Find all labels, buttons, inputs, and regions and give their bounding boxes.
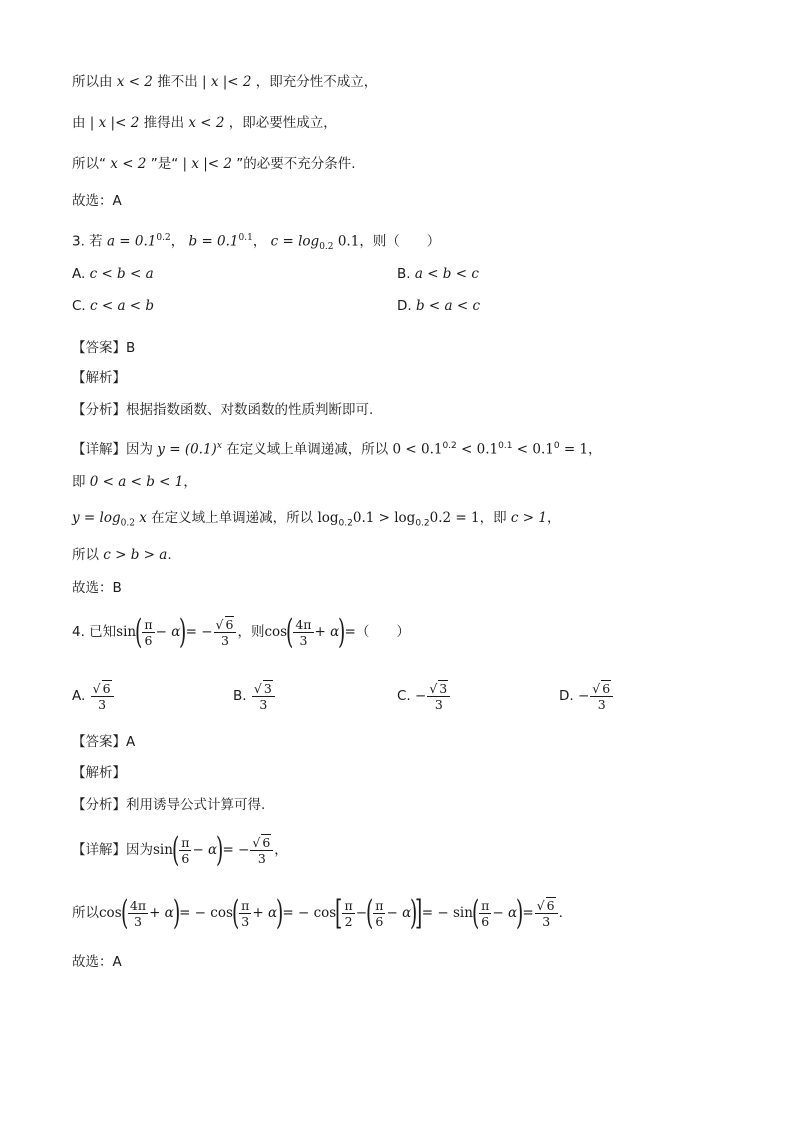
option-c xyxy=(72,296,154,316)
denominator: 3 xyxy=(241,913,250,929)
exponent: 0.2 xyxy=(156,233,171,243)
fraction xyxy=(293,617,313,648)
numerator: π xyxy=(181,834,190,850)
math: sin xyxy=(116,624,137,640)
radicand: 6 xyxy=(102,681,111,696)
radicand: 6 xyxy=(225,617,234,632)
numerator: π xyxy=(144,616,153,632)
math: c > b > a xyxy=(103,547,168,563)
math: y = (0.1) xyxy=(157,441,217,458)
math: | x |< 2 xyxy=(202,74,252,90)
radicand: 3 xyxy=(263,681,272,696)
text: 在定义域上单调递减，所以 xyxy=(151,510,314,526)
option-text: c < b < a xyxy=(89,266,154,282)
numerator: π xyxy=(375,897,384,913)
radicand: 6 xyxy=(602,681,611,696)
text: 推得出 xyxy=(143,115,185,131)
math: 0.1 > log xyxy=(352,510,416,526)
analysis-head-q3: 【解析】 xyxy=(72,370,126,386)
option-d xyxy=(397,296,480,316)
option-b xyxy=(397,264,479,284)
paren-left: ( xyxy=(120,893,128,933)
math: x < 2 xyxy=(188,115,225,131)
denominator: 6 xyxy=(144,632,153,648)
math: − α xyxy=(386,905,412,921)
subscript: 0.2 xyxy=(319,242,334,253)
exponent: 0.1 xyxy=(238,233,253,243)
math: = − cos xyxy=(179,905,233,921)
text: ， xyxy=(170,233,185,250)
paren-left: ( xyxy=(471,893,480,933)
text: 在定义域上单调递减，所以 xyxy=(226,441,389,458)
derivation-q4 xyxy=(72,893,563,933)
text: 推不出 xyxy=(157,74,198,90)
fraction xyxy=(128,898,148,929)
math: = − cos xyxy=(282,905,337,921)
math: cos xyxy=(99,905,122,921)
text: ，则 xyxy=(237,624,265,640)
numerator: √ 3 xyxy=(252,680,275,697)
option-label: B. xyxy=(397,266,411,282)
math: | x |< 2 xyxy=(182,156,232,172)
option-label: D. xyxy=(397,298,412,314)
fraction xyxy=(373,898,385,929)
paren-right: ) xyxy=(172,893,181,933)
fraction xyxy=(479,898,491,929)
paren-right: ) xyxy=(410,893,418,933)
text: ，即 xyxy=(479,510,507,526)
fraction xyxy=(179,835,191,866)
option-a-q4 xyxy=(72,676,115,716)
math: = xyxy=(522,905,534,921)
text: ，即充分性不成立， xyxy=(255,74,378,90)
option-label: B. xyxy=(233,688,247,704)
numerator: 4π xyxy=(129,897,147,913)
paren-right: ) xyxy=(276,893,284,933)
numerator: √ 6 xyxy=(250,834,273,851)
math: − xyxy=(415,688,427,704)
option-d-q4 xyxy=(559,676,614,716)
text: 所以“ xyxy=(72,156,106,172)
math: x < 2 xyxy=(110,156,147,172)
math: = xyxy=(344,624,356,640)
bracket-right: ] xyxy=(415,893,423,933)
fraction xyxy=(239,898,251,929)
line-so xyxy=(72,545,172,565)
text: ”的必要不充分条件. xyxy=(236,156,356,172)
math: + α xyxy=(314,624,340,640)
question-number: 3. 若 xyxy=(72,233,103,250)
text: ”是“ xyxy=(150,156,179,172)
text: ， xyxy=(546,510,561,526)
answer-q3: 【答案】B xyxy=(72,340,136,356)
line-conclusion xyxy=(72,154,356,174)
numerator: π xyxy=(344,897,353,913)
math: = − xyxy=(185,624,213,640)
option-b-q4 xyxy=(233,676,276,716)
math: x xyxy=(139,510,147,526)
denominator: 3 xyxy=(259,697,268,712)
option-a xyxy=(72,264,154,284)
paren-left: ( xyxy=(365,893,374,933)
choose-q3: 故选：B xyxy=(72,580,122,596)
subscript: 0.2 xyxy=(338,518,353,529)
fraction xyxy=(142,617,154,648)
math: − xyxy=(577,688,590,704)
math: < 0.1 xyxy=(512,441,554,458)
denominator: 3 xyxy=(98,697,107,712)
math: c > 1 xyxy=(510,510,547,526)
paren-left: ( xyxy=(135,612,143,652)
text: 所以 xyxy=(72,547,99,563)
line-necessity xyxy=(72,113,337,133)
math: x < 2 xyxy=(116,74,153,90)
option-text: c < a < b xyxy=(90,298,155,314)
text: 即 xyxy=(72,474,86,490)
detail-q3 xyxy=(72,436,602,460)
paren-right: ) xyxy=(216,830,224,870)
math: | x |< 2 xyxy=(89,115,140,131)
fraction xyxy=(252,680,275,712)
line-sufficiency xyxy=(72,72,377,92)
numerator: √ 6 xyxy=(535,897,558,914)
answer-q4: 【答案】A xyxy=(72,734,136,750)
denominator: 3 xyxy=(542,914,551,929)
text: . xyxy=(167,547,172,563)
paren-left: ( xyxy=(231,893,240,933)
paren-left: ( xyxy=(286,612,294,652)
denominator: 6 xyxy=(181,850,190,866)
exponent: x xyxy=(216,441,222,451)
math: = − xyxy=(222,842,250,858)
text: ，则（ ） xyxy=(359,233,441,250)
exponent: 0 xyxy=(553,441,560,451)
option-label: C. xyxy=(397,688,411,704)
subscript: 0.2 xyxy=(120,518,135,529)
fraction xyxy=(590,680,613,712)
option-c-q4 xyxy=(397,676,451,716)
detail-q4 xyxy=(72,830,288,870)
radicand: 6 xyxy=(262,835,271,850)
text: ， xyxy=(252,233,267,250)
math: log xyxy=(317,510,339,526)
radicand: 6 xyxy=(546,898,555,913)
paren-right: ) xyxy=(179,612,187,652)
denominator: 3 xyxy=(597,697,606,712)
denominator: 3 xyxy=(134,913,142,929)
denominator: 2 xyxy=(344,913,353,929)
option-text: b < a < c xyxy=(415,298,481,314)
numerator: √ 3 xyxy=(427,680,450,697)
fraction xyxy=(535,897,558,929)
option-label: A. xyxy=(72,688,86,704)
fraction xyxy=(427,680,450,712)
text: （ ） xyxy=(355,624,410,640)
choose-q4: 故选：A xyxy=(72,954,122,970)
math: a = 0.1 xyxy=(106,233,157,250)
paren-right: ) xyxy=(338,612,346,652)
math: + α xyxy=(149,905,174,921)
math: sin xyxy=(153,842,173,858)
numerator: π xyxy=(481,897,490,913)
numerator: √ 6 xyxy=(91,680,114,697)
analysis-head-q4: 【解析】 xyxy=(72,765,126,781)
text: 所以 xyxy=(72,905,99,921)
minus: − xyxy=(355,905,367,921)
text: ，即必要性成立， xyxy=(228,115,337,131)
math: < 0.1 xyxy=(456,441,499,458)
denominator: 3 xyxy=(257,851,266,866)
question-4-stem xyxy=(72,612,410,652)
math: = − sin xyxy=(421,905,473,921)
text: 【详解】因为 xyxy=(72,441,153,458)
math: 0.1 xyxy=(337,233,360,250)
numerator: √ 6 xyxy=(590,680,613,697)
paren-left: ( xyxy=(171,830,180,870)
option-label: A. xyxy=(72,266,86,282)
math: y = log xyxy=(72,510,121,526)
math: = 1 xyxy=(559,441,589,458)
exponent: 0.2 xyxy=(442,441,457,451)
numerator: √ 6 xyxy=(214,616,237,633)
math: − α xyxy=(192,842,218,858)
option-text: a < b < c xyxy=(414,266,479,282)
math: + α xyxy=(252,905,278,921)
analysis-q4: 【分析】利用诱导公式计算可得. xyxy=(72,797,266,813)
radicand: 3 xyxy=(439,681,448,696)
paren-right: ) xyxy=(516,893,524,933)
option-label: D. xyxy=(559,688,574,704)
denominator: 3 xyxy=(299,632,308,648)
text: . xyxy=(558,905,563,921)
math: − α xyxy=(492,905,518,921)
subscript: 0.2 xyxy=(415,518,430,529)
fraction xyxy=(214,616,237,648)
bracket-left: [ xyxy=(335,893,343,933)
math: c = log xyxy=(270,233,320,250)
fraction xyxy=(250,834,273,866)
text: ， xyxy=(588,441,602,458)
exponent: 0.1 xyxy=(498,441,513,451)
numerator: π xyxy=(241,897,250,913)
question-3-stem xyxy=(72,228,440,257)
text: 所以由 xyxy=(72,74,113,90)
math: 0 < 0.1 xyxy=(392,441,443,458)
math: cos xyxy=(264,624,288,640)
fraction xyxy=(342,898,354,929)
denominator: 3 xyxy=(221,633,229,648)
line-ji xyxy=(72,472,197,492)
math: 0 < a < b < 1 xyxy=(89,474,184,490)
math: b = 0.1 xyxy=(188,233,239,250)
denominator: 3 xyxy=(434,697,443,712)
choose-line-q2: 故选：A xyxy=(72,193,122,209)
numerator: 4π xyxy=(295,616,312,632)
math: − α xyxy=(155,624,181,640)
question-number: 4. 已知 xyxy=(72,624,117,640)
option-label: C. xyxy=(72,298,86,314)
math: 0.2 = 1 xyxy=(429,510,480,526)
text: 【详解】因为 xyxy=(72,842,153,858)
text: 由 xyxy=(72,115,86,131)
text: ， xyxy=(183,474,197,490)
fraction xyxy=(91,680,114,712)
text: ， xyxy=(274,842,288,858)
line-log xyxy=(72,508,560,534)
denominator: 6 xyxy=(481,913,490,929)
analysis-q3: 【分析】根据指数函数、对数函数的性质判断即可. xyxy=(72,402,374,418)
denominator: 6 xyxy=(375,913,384,929)
